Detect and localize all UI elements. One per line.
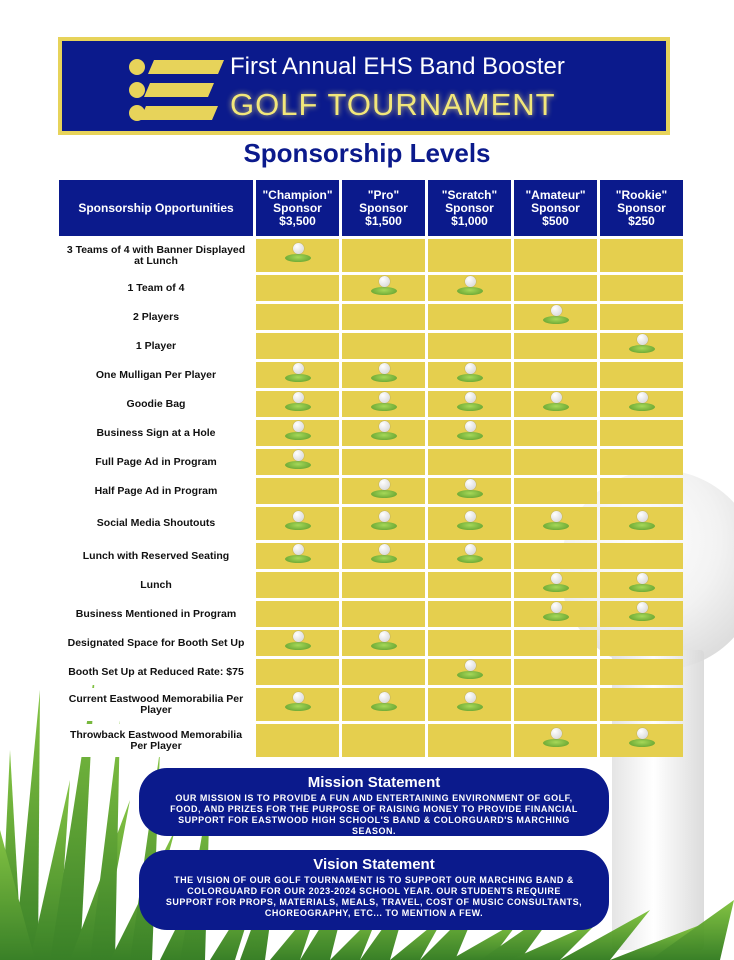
golf-ball-icon — [543, 573, 569, 593]
level-cell — [514, 507, 597, 540]
level-cell — [514, 659, 597, 685]
row-label: 1 Player — [59, 333, 253, 359]
golf-ball-icon — [457, 692, 483, 712]
level-cell — [600, 659, 683, 685]
golf-ball-icon — [285, 243, 311, 263]
level-cell — [256, 304, 339, 330]
table-row — [59, 449, 683, 475]
level-cell — [600, 543, 683, 569]
row-label: Goodie Bag — [59, 391, 253, 417]
table-row — [59, 724, 683, 757]
level-cell — [600, 478, 683, 504]
table-row — [59, 543, 683, 569]
golf-ball-icon — [285, 544, 311, 564]
golf-ball-icon — [629, 334, 655, 354]
level-cell — [428, 239, 511, 272]
level-cell — [256, 572, 339, 598]
level-cell — [600, 420, 683, 446]
sponsorship-table — [56, 177, 686, 760]
level-cell — [256, 362, 339, 388]
row-label: 2 Players — [59, 304, 253, 330]
header-pro: "Pro" Sponsor $1,500 — [342, 180, 425, 236]
level-cell — [256, 659, 339, 685]
golf-ball-icon — [285, 392, 311, 412]
level-cell — [342, 333, 425, 359]
table-row — [59, 420, 683, 446]
golf-ball-icon — [457, 276, 483, 296]
golf-ball-icon — [371, 363, 397, 383]
eastwood-e-logo-icon — [128, 57, 228, 123]
level-cell — [256, 449, 339, 475]
header-rookie: "Rookie" Sponsor $250 — [600, 180, 683, 236]
golf-ball-icon — [629, 392, 655, 412]
golf-ball-icon — [285, 511, 311, 531]
level-cell — [514, 391, 597, 417]
golf-ball-icon — [371, 392, 397, 412]
golf-ball-icon — [543, 728, 569, 748]
level-cell — [342, 507, 425, 540]
golf-ball-icon — [371, 544, 397, 564]
golf-ball-icon — [629, 602, 655, 622]
level-cell — [600, 507, 683, 540]
level-cell — [428, 333, 511, 359]
level-cell — [256, 601, 339, 627]
level-cell — [600, 724, 683, 757]
level-cell — [428, 304, 511, 330]
row-label: 1 Team of 4 — [59, 275, 253, 301]
title-banner — [58, 37, 670, 135]
vision-title: Vision Statement — [313, 856, 435, 873]
level-cell — [514, 275, 597, 301]
header-champion: "Champion" Sponsor $3,500 — [256, 180, 339, 236]
golf-ball-icon — [371, 631, 397, 651]
level-cell — [342, 239, 425, 272]
level-cell — [514, 572, 597, 598]
golf-ball-icon — [285, 450, 311, 470]
level-cell — [514, 630, 597, 656]
level-cell — [600, 630, 683, 656]
level-cell — [256, 275, 339, 301]
golf-ball-icon — [457, 660, 483, 680]
level-cell — [600, 572, 683, 598]
table-row — [59, 304, 683, 330]
golf-ball-icon — [371, 276, 397, 296]
golf-ball-icon — [371, 479, 397, 499]
mission-title: Mission Statement — [307, 774, 441, 791]
level-cell — [342, 630, 425, 656]
mission-text: OUR MISSION IS TO PROVIDE A FUN AND ENTERTAINING ENVIRONMENT OF GOLF, FOOD, AND PRIZES FOR THE PURPOSE OF RAISING MONEY TO PROVIDE FINANCIAL SUPPORT FOR EASTWOOD HIGH SCHOOL'S BAND & COLORGUARD'S MARCHING SEASON. — [170, 793, 578, 836]
table-row — [59, 478, 683, 504]
row-label: Booth Set Up at Reduced Rate: $75 — [59, 659, 253, 685]
level-cell — [600, 275, 683, 301]
golf-ball-icon — [629, 511, 655, 531]
level-cell — [600, 362, 683, 388]
level-cell — [514, 449, 597, 475]
level-cell — [428, 362, 511, 388]
level-cell — [514, 724, 597, 757]
level-cell — [600, 449, 683, 475]
level-cell — [428, 478, 511, 504]
golf-ball-icon — [543, 602, 569, 622]
level-cell — [256, 724, 339, 757]
row-label: Business Mentioned in Program — [59, 601, 253, 627]
level-cell — [342, 478, 425, 504]
level-cell — [342, 449, 425, 475]
level-cell — [256, 507, 339, 540]
level-cell — [256, 420, 339, 446]
level-cell — [342, 688, 425, 721]
table-row — [59, 630, 683, 656]
level-cell — [600, 601, 683, 627]
level-cell — [256, 478, 339, 504]
level-cell — [428, 275, 511, 301]
table-row — [59, 275, 683, 301]
level-cell — [600, 688, 683, 721]
golf-ball-icon — [457, 363, 483, 383]
level-cell — [342, 543, 425, 569]
golf-ball-icon — [371, 511, 397, 531]
row-label: Social Media Shoutouts — [59, 507, 253, 540]
table-row — [59, 572, 683, 598]
row-label: Half Page Ad in Program — [59, 478, 253, 504]
mission-statement-box — [139, 768, 609, 836]
header-opportunities: Sponsorship Opportunities — [59, 180, 253, 236]
row-label: Designated Space for Booth Set Up — [59, 630, 253, 656]
golf-ball-icon — [285, 692, 311, 712]
table-row — [59, 362, 683, 388]
level-cell — [342, 659, 425, 685]
golf-ball-icon — [543, 305, 569, 325]
golf-ball-icon — [457, 392, 483, 412]
level-cell — [428, 572, 511, 598]
golf-ball-icon — [285, 363, 311, 383]
golf-ball-icon — [629, 728, 655, 748]
golf-ball-icon — [457, 511, 483, 531]
level-cell — [428, 688, 511, 721]
level-cell — [428, 391, 511, 417]
header-amateur: "Amateur" Sponsor $500 — [514, 180, 597, 236]
golf-ball-icon — [457, 544, 483, 564]
row-label: Lunch with Reserved Seating — [59, 543, 253, 569]
level-cell — [342, 362, 425, 388]
golf-ball-icon — [371, 421, 397, 441]
table-row — [59, 507, 683, 540]
level-cell — [514, 478, 597, 504]
row-label: Business Sign at a Hole — [59, 420, 253, 446]
golf-ball-icon — [457, 421, 483, 441]
table-row — [59, 601, 683, 627]
level-cell — [428, 601, 511, 627]
level-cell — [600, 239, 683, 272]
level-cell — [600, 304, 683, 330]
level-cell — [428, 449, 511, 475]
row-label: Full Page Ad in Program — [59, 449, 253, 475]
level-cell — [342, 601, 425, 627]
level-cell — [428, 630, 511, 656]
level-cell — [514, 333, 597, 359]
level-cell — [342, 724, 425, 757]
level-cell — [600, 333, 683, 359]
banner-subtitle: First Annual EHS Band Booster — [230, 53, 565, 80]
table-row — [59, 239, 683, 272]
level-cell — [514, 362, 597, 388]
level-cell — [342, 304, 425, 330]
table-row — [59, 391, 683, 417]
level-cell — [600, 391, 683, 417]
level-cell — [428, 724, 511, 757]
level-cell — [342, 420, 425, 446]
header-scratch: "Scratch" Sponsor $1,000 — [428, 180, 511, 236]
row-label: Current Eastwood Memorabilia Per Player — [59, 688, 253, 721]
row-label: Throwback Eastwood Memorabilia Per Player — [59, 724, 253, 757]
golf-ball-icon — [285, 631, 311, 651]
banner-title: GOLF TOURNAMENT — [230, 87, 556, 122]
table-row — [59, 688, 683, 721]
level-cell — [428, 420, 511, 446]
table-row — [59, 333, 683, 359]
row-label: One Mulligan Per Player — [59, 362, 253, 388]
vision-statement-box — [139, 850, 609, 930]
golf-ball-icon — [629, 573, 655, 593]
level-cell — [428, 507, 511, 540]
level-cell — [256, 543, 339, 569]
level-cell — [514, 420, 597, 446]
golf-ball-icon — [457, 479, 483, 499]
golf-ball-icon — [543, 392, 569, 412]
level-cell — [514, 601, 597, 627]
level-cell — [256, 333, 339, 359]
level-cell — [514, 304, 597, 330]
level-cell — [428, 659, 511, 685]
table-row — [59, 659, 683, 685]
page-title: Sponsorship Levels — [243, 138, 491, 168]
level-cell — [514, 688, 597, 721]
level-cell — [256, 630, 339, 656]
level-cell — [256, 688, 339, 721]
level-cell — [514, 543, 597, 569]
row-label: Lunch — [59, 572, 253, 598]
level-cell — [342, 391, 425, 417]
golf-ball-icon — [371, 692, 397, 712]
level-cell — [428, 543, 511, 569]
level-cell — [342, 275, 425, 301]
level-cell — [514, 239, 597, 272]
level-cell — [342, 572, 425, 598]
level-cell — [256, 391, 339, 417]
level-cell — [256, 239, 339, 272]
golf-ball-icon — [543, 511, 569, 531]
row-label: 3 Teams of 4 with Banner Displayed at Lunch — [59, 239, 253, 272]
golf-ball-icon — [285, 421, 311, 441]
vision-text: THE VISION OF OUR GOLF TOURNAMENT IS TO SUPPORT OUR MARCHING BAND & COLORGUARD FOR OUR 2023-2024 SCHOOL YEAR. OUR STUDENTS REQUIRE SUPPORT FOR PROPS, MATERIALS, MEALS, TRAVEL, COST OF MUSIC CONSULTANTS, CHOREOGRAPHY, ETC... TO MENTION A FEW. — [165, 875, 583, 918]
